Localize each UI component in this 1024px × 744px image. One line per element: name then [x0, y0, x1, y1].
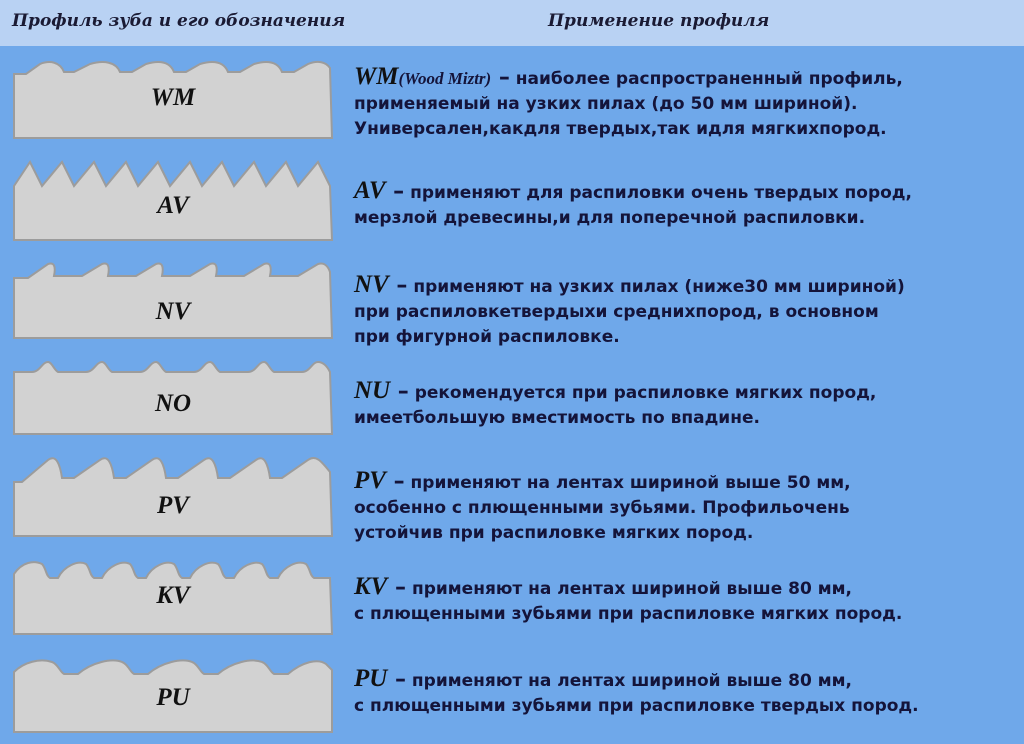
blade-profile-av [12, 156, 334, 242]
dash: – [491, 65, 510, 90]
profile-description-av [354, 178, 1019, 231]
profile-code: KV [354, 573, 388, 600]
description-line: с плющенными зубьями при распиловке мягких пород. [354, 604, 903, 624]
description-line: применяют на узких пилах (ниже30 мм шириной) [407, 277, 905, 297]
description-line: применяемый на узких пилах (до 50 мм шириной). [354, 94, 858, 114]
profile-code: NU [354, 377, 391, 404]
blade-profile-kv [12, 554, 334, 636]
profile-code: WM [354, 63, 399, 90]
blade-label: PV [157, 492, 189, 519]
profile-description-kv [354, 574, 1019, 627]
blade-label: NV [155, 298, 191, 325]
description-line: устойчив при распиловке мягких пород. [354, 523, 754, 543]
description-line: при фигурной распиловке. [354, 327, 620, 347]
blade-profile-nv [12, 258, 334, 340]
profile-code: PU [354, 665, 388, 692]
description-line: рекомендуется при распиловке мягких пород, [408, 383, 877, 403]
description-line: с плющенными зубьями при распиловке твердых пород. [354, 696, 919, 716]
blade-profile-pv [12, 452, 334, 538]
description-line: применяют на лентах шириной выше 50 мм, [404, 473, 851, 493]
profile-subtitle: (Wood Miztr) [398, 69, 492, 88]
blade-label: KV [156, 582, 190, 609]
header-application-title: Применение профиля [548, 11, 770, 31]
description-line: особенно с плющенными зубьями. Профильочень [354, 498, 850, 518]
blade-label: WM [150, 84, 196, 111]
blade-label: PU [156, 684, 190, 711]
description-line: Универсален,какдля твердых,так идля мягкихпород. [354, 119, 887, 139]
header-bar [0, 0, 1024, 46]
dash: – [385, 469, 405, 494]
description-line: наиболее распространенный профиль, [509, 69, 903, 89]
dash: – [388, 273, 408, 298]
description-line: применяют для распиловки очень твердых пород, [404, 183, 912, 203]
blade-profile-wm [12, 56, 334, 140]
profile-description-wm [354, 64, 1019, 142]
description-line: имеетбольшую вместимость по впадине. [354, 408, 760, 428]
profile-description-nv [354, 272, 1019, 350]
dash: – [385, 179, 405, 204]
profile-description-pu [354, 666, 1019, 719]
blade-label: NO [154, 390, 192, 417]
dash: – [387, 575, 407, 600]
header-profile-title: Профиль зуба и его обозначения [12, 11, 346, 31]
blade-label: AV [157, 192, 189, 219]
profile-description-pv [354, 468, 1019, 546]
dash: – [387, 667, 406, 692]
profile-description-nu [354, 378, 1019, 431]
blade-profile-nu [12, 356, 334, 436]
blade-profile-pu [12, 650, 334, 734]
description-line: применяют на лентах шириной выше 80 мм, [406, 671, 852, 691]
description-line: мерзлой древесины,и для поперечной распиловки. [354, 208, 866, 228]
description-line: при распиловкетвердыхи среднихпород, в основном [354, 302, 879, 322]
profile-code: AV [354, 177, 386, 204]
dash: – [390, 379, 409, 404]
profile-code: PV [354, 467, 386, 494]
profile-code: NV [354, 271, 389, 298]
description-line: применяют на лентах шириной выше 80 мм, [406, 579, 852, 599]
